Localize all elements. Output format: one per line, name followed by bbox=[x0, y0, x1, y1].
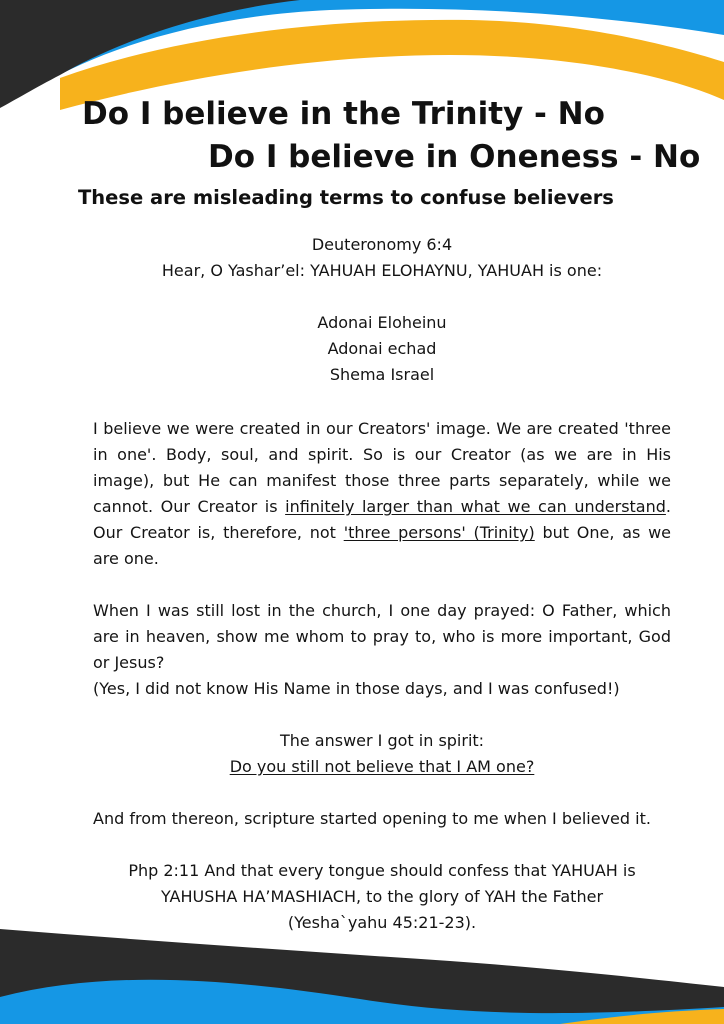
shema-line-3: Shema Israel bbox=[329, 365, 435, 384]
paragraph-creation-text-1: I believe we were created in our Creators' image. We are created 'three in one'. Body, soul, and spirit. So is our Creator (as we are in His image), but He can manifest those three parts separately, while we cannot. Our Creator is bbox=[93, 419, 671, 516]
verse-reference: Deuteronomy 6:4 bbox=[311, 235, 453, 254]
answer-intro: The answer I got in spirit: bbox=[279, 731, 485, 750]
closing-line-2: YAHUSHA HA’MASHIACH, to the glory of YAH the Father bbox=[160, 887, 604, 906]
document-body bbox=[93, 232, 671, 936]
paragraph-prayer-aside: (Yes, I did not know His Name in those days, and I was confused!) bbox=[93, 679, 620, 698]
underlined-infinitely-larger: infinitely larger than what we can understand bbox=[285, 497, 666, 516]
title-trinity: Do I believe in the Trinity - No bbox=[82, 96, 605, 132]
verse-text: Hear, O Yashar’el: YAHUAH ELOHAYNU, YAHUAH is one: bbox=[161, 261, 603, 280]
shema-line-2: Adonai echad bbox=[327, 339, 437, 358]
bottom-wave-decoration bbox=[0, 929, 724, 1024]
title-oneness: Do I believe in Oneness - No bbox=[208, 139, 701, 175]
paragraph-creation-text-3: but One, as we are one. bbox=[93, 523, 672, 568]
paragraph-creation bbox=[93, 416, 671, 572]
paragraph-scripture: And from thereon, scripture started opening to me when I believed it. bbox=[93, 809, 651, 828]
answer-quote-text: Do you still not believe that I AM one? bbox=[229, 757, 535, 776]
paragraph-prayer: When I was still lost in the church, I one day prayed: O Father, which are in heaven, show me whom to pray to, who is more important, God or Jesus? bbox=[93, 601, 671, 672]
closing-line-3: (Yesha`yahu 45:21-23). bbox=[287, 913, 477, 932]
subtitle: These are misleading terms to confuse believers bbox=[78, 186, 614, 209]
paragraph-creation-text-2: . Our Creator is, therefore, not bbox=[93, 497, 671, 542]
closing-line-1: Php 2:11 And that every tongue should confess that YAHUAH is bbox=[128, 861, 636, 880]
shema-line-1: Adonai Eloheinu bbox=[317, 313, 447, 332]
answer-quote bbox=[93, 754, 671, 780]
underlined-three-persons: 'three persons' (Trinity) bbox=[343, 523, 535, 542]
